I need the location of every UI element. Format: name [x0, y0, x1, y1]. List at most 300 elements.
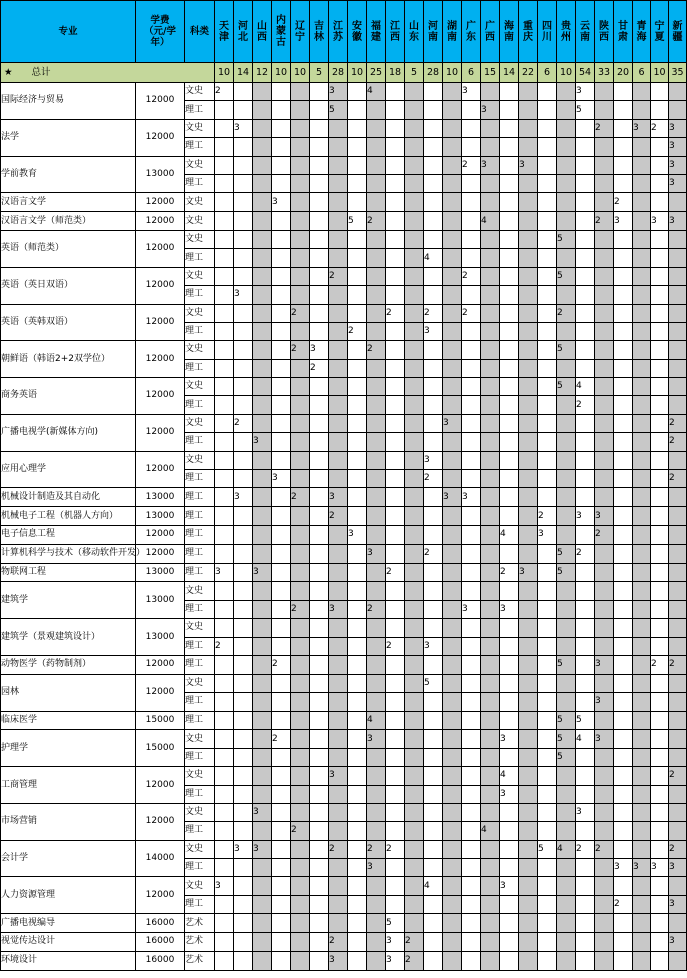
quota-cell [557, 83, 576, 101]
quota-cell [519, 914, 538, 933]
quota-cell [443, 174, 462, 192]
quota-cell [614, 840, 633, 858]
quota-cell [386, 433, 405, 451]
quota-cell [519, 877, 538, 895]
quota-cell [215, 655, 234, 674]
quota-cell [595, 193, 614, 212]
quota-cell [443, 582, 462, 600]
quota-cell [367, 359, 386, 377]
quota-cell [576, 212, 595, 231]
header-province: 广东 [462, 1, 481, 63]
quota-cell [272, 544, 291, 563]
quota-cell [595, 322, 614, 340]
header-province: 河北 [234, 1, 253, 63]
quota-cell [500, 119, 519, 137]
quota-cell [310, 674, 329, 692]
quota-cell [234, 304, 253, 322]
quota-cell [215, 378, 234, 396]
quota-cell [215, 286, 234, 304]
quota-cell [481, 451, 500, 469]
quota-cell [405, 822, 424, 840]
quota-cell [291, 526, 310, 545]
quota-cell [462, 803, 481, 821]
quota-cell [253, 230, 272, 248]
quota-cell [669, 378, 687, 396]
quota-cell [367, 451, 386, 469]
quota-cell [462, 414, 481, 432]
subject-category: 理工 [185, 526, 215, 545]
quota-cell [633, 951, 651, 970]
quota-cell: 3 [253, 840, 272, 858]
quota-cell [576, 341, 595, 359]
header-province: 山西 [253, 1, 272, 63]
quota-cell [500, 193, 519, 212]
quota-cell [234, 748, 253, 766]
quota-cell [215, 451, 234, 469]
quota-cell [405, 267, 424, 285]
quota-cell [234, 563, 253, 582]
quota-cell [310, 507, 329, 526]
quota-cell: 2 [576, 544, 595, 563]
quota-cell [234, 230, 253, 248]
quota-cell [538, 396, 557, 414]
quota-cell: 3 [481, 101, 500, 119]
quota-cell [291, 619, 310, 637]
quota-cell [519, 600, 538, 618]
quota-cell [500, 822, 519, 840]
quota-cell [253, 655, 272, 674]
subject-category: 文史 [185, 840, 215, 858]
header-province: 贵州 [557, 1, 576, 63]
quota-cell: 3 [329, 951, 348, 970]
quota-cell [405, 748, 424, 766]
quota-cell [633, 895, 651, 913]
quota-cell [595, 230, 614, 248]
quota-cell [481, 544, 500, 563]
quota-cell [651, 840, 669, 858]
quota-cell [576, 414, 595, 432]
table-row [1, 414, 687, 432]
quota-cell [291, 693, 310, 711]
quota-cell [557, 433, 576, 451]
quota-cell [329, 156, 348, 174]
quota-cell [538, 488, 557, 507]
quota-cell [519, 767, 538, 785]
quota-cell [405, 840, 424, 858]
quota-cell [481, 488, 500, 507]
quota-cell [405, 859, 424, 877]
quota-cell [651, 488, 669, 507]
quota-cell [310, 785, 329, 803]
quota-cell [291, 767, 310, 785]
quota-cell [329, 619, 348, 637]
quota-cell [291, 249, 310, 267]
quota-cell [669, 914, 687, 933]
subject-category: 文史 [185, 767, 215, 785]
quota-cell [424, 582, 443, 600]
quota-cell [614, 507, 633, 526]
total-cell: 6 [538, 63, 557, 83]
quota-cell [633, 637, 651, 655]
table-row [1, 914, 687, 933]
quota-cell: 2 [651, 655, 669, 674]
quota-cell [234, 267, 253, 285]
quota-cell [576, 895, 595, 913]
quota-cell [405, 507, 424, 526]
quota-cell [424, 859, 443, 877]
quota-cell [234, 933, 253, 952]
quota-cell [538, 693, 557, 711]
quota-cell [669, 396, 687, 414]
quota-cell [669, 563, 687, 582]
quota-cell [310, 859, 329, 877]
quota-cell [462, 933, 481, 952]
quota-cell [386, 101, 405, 119]
quota-cell [348, 507, 367, 526]
subject-category: 文史 [185, 230, 215, 248]
quota-cell [633, 378, 651, 396]
quota-cell [310, 212, 329, 231]
quota-cell [500, 433, 519, 451]
quota-cell [500, 341, 519, 359]
quota-cell: 3 [234, 840, 253, 858]
total-cell: 10 [348, 63, 367, 83]
quota-cell: 2 [367, 341, 386, 359]
quota-cell [633, 156, 651, 174]
quota-cell [576, 526, 595, 545]
quota-cell [386, 526, 405, 545]
quota-cell [234, 693, 253, 711]
quota-cell [633, 877, 651, 895]
quota-cell [595, 174, 614, 192]
subject-category: 理工 [185, 322, 215, 340]
quota-cell [538, 748, 557, 766]
tuition-fee: 12000 [136, 212, 185, 231]
quota-cell [386, 730, 405, 748]
quota-cell: 5 [557, 378, 576, 396]
quota-cell [291, 582, 310, 600]
quota-cell [215, 600, 234, 618]
quota-cell [348, 341, 367, 359]
major-name: 机械设计制造及其自动化 [1, 488, 136, 507]
quota-cell [310, 637, 329, 655]
quota-cell [595, 822, 614, 840]
quota-cell [669, 877, 687, 895]
quota-cell [310, 619, 329, 637]
quota-cell [367, 914, 386, 933]
quota-cell [348, 544, 367, 563]
quota-cell [348, 101, 367, 119]
quota-cell [272, 451, 291, 469]
quota-cell [519, 507, 538, 526]
quota-cell [481, 655, 500, 674]
quota-cell: 3 [462, 83, 481, 101]
quota-cell [633, 933, 651, 952]
quota-cell: 3 [481, 156, 500, 174]
quota-cell [576, 119, 595, 137]
quota-cell [253, 396, 272, 414]
quota-cell [310, 655, 329, 674]
quota-cell [481, 951, 500, 970]
quota-cell [291, 859, 310, 877]
quota-cell [576, 933, 595, 952]
quota-cell [234, 637, 253, 655]
quota-cell: 2 [291, 822, 310, 840]
quota-cell [215, 267, 234, 285]
quota-cell [538, 156, 557, 174]
major-name: 汉语言文学 [1, 193, 136, 212]
quota-cell: 2 [595, 212, 614, 231]
quota-cell [633, 101, 651, 119]
quota-cell [538, 378, 557, 396]
quota-cell [519, 619, 538, 637]
header-province: 陕西 [595, 1, 614, 63]
quota-cell: 3 [669, 859, 687, 877]
quota-cell [614, 637, 633, 655]
quota-cell [215, 322, 234, 340]
quota-cell [348, 637, 367, 655]
quota-cell [519, 101, 538, 119]
quota-cell [329, 748, 348, 766]
quota-cell [291, 674, 310, 692]
quota-cell [405, 304, 424, 322]
quota-cell: 3 [424, 322, 443, 340]
subject-category: 理工 [185, 693, 215, 711]
quota-cell [500, 83, 519, 101]
quota-cell [669, 304, 687, 322]
tuition-fee: 13000 [136, 488, 185, 507]
total-cell: 54 [576, 63, 595, 83]
major-name: 英语（英日双语） [1, 267, 136, 304]
quota-cell [405, 526, 424, 545]
quota-cell [614, 619, 633, 637]
quota-cell [462, 895, 481, 913]
quota-cell [215, 507, 234, 526]
quota-cell [424, 267, 443, 285]
quota-cell [367, 193, 386, 212]
quota-cell [348, 286, 367, 304]
quota-cell [481, 230, 500, 248]
major-name: 计算机科学与技术（移动软件开发） [1, 544, 136, 563]
quota-cell [500, 748, 519, 766]
quota-cell [386, 174, 405, 192]
quota-cell [576, 859, 595, 877]
subject-category: 理工 [185, 433, 215, 451]
quota-cell [329, 230, 348, 248]
quota-cell [500, 359, 519, 377]
subject-category: 文史 [185, 803, 215, 821]
quota-cell [424, 83, 443, 101]
quota-cell [424, 785, 443, 803]
quota-cell: 3 [500, 785, 519, 803]
quota-cell [253, 488, 272, 507]
quota-cell [367, 637, 386, 655]
quota-cell [633, 341, 651, 359]
major-name: 广播电视学(新媒体方向) [1, 414, 136, 451]
tuition-fee: 12000 [136, 803, 185, 840]
quota-cell [234, 822, 253, 840]
quota-cell [329, 859, 348, 877]
tuition-fee: 13000 [136, 582, 185, 619]
subject-category: 艺术 [185, 914, 215, 933]
quota-cell: 3 [253, 803, 272, 821]
quota-cell [481, 895, 500, 913]
quota-cell [651, 637, 669, 655]
quota-cell [424, 693, 443, 711]
quota-cell: 2 [291, 600, 310, 618]
quota-cell [367, 748, 386, 766]
quota-cell [424, 138, 443, 156]
header-province: 山东 [405, 1, 424, 63]
quota-cell: 2 [329, 933, 348, 952]
total-cell: 22 [519, 63, 538, 83]
quota-cell [481, 267, 500, 285]
quota-cell [481, 914, 500, 933]
quota-cell [253, 748, 272, 766]
quota-cell [595, 304, 614, 322]
quota-cell [633, 433, 651, 451]
quota-cell [500, 470, 519, 488]
table-row [1, 582, 687, 600]
major-name: 物联网工程 [1, 563, 136, 582]
quota-cell [557, 507, 576, 526]
quota-cell [633, 619, 651, 637]
quota-cell [424, 711, 443, 730]
quota-cell [329, 138, 348, 156]
quota-cell [443, 693, 462, 711]
quota-cell [481, 174, 500, 192]
quota-cell [443, 822, 462, 840]
quota-cell [669, 101, 687, 119]
quota-cell [310, 322, 329, 340]
quota-cell [443, 138, 462, 156]
quota-cell [500, 488, 519, 507]
quota-cell [519, 840, 538, 858]
quota-cell [538, 655, 557, 674]
quota-cell [291, 433, 310, 451]
quota-cell [633, 286, 651, 304]
quota-cell: 4 [481, 822, 500, 840]
quota-cell [405, 877, 424, 895]
quota-cell [481, 119, 500, 137]
quota-cell [462, 840, 481, 858]
quota-cell [651, 693, 669, 711]
quota-cell [443, 193, 462, 212]
quota-cell: 2 [291, 341, 310, 359]
quota-cell: 3 [669, 156, 687, 174]
total-cell: 35 [669, 63, 687, 83]
quota-cell [595, 895, 614, 913]
header-province: 吉林 [310, 1, 329, 63]
quota-cell [443, 840, 462, 858]
header-province: 青海 [633, 1, 651, 63]
quota-cell [538, 193, 557, 212]
quota-cell [614, 378, 633, 396]
quota-cell [557, 600, 576, 618]
quota-cell [272, 304, 291, 322]
quota-cell [215, 619, 234, 637]
quota-cell: 3 [253, 563, 272, 582]
quota-cell [500, 619, 519, 637]
quota-cell [405, 470, 424, 488]
total-cell: 5 [310, 63, 329, 83]
quota-cell: 2 [424, 544, 443, 563]
quota-cell: 3 [310, 341, 329, 359]
quota-cell [291, 267, 310, 285]
quota-cell [669, 822, 687, 840]
quota-cell [215, 193, 234, 212]
quota-cell: 5 [538, 840, 557, 858]
quota-cell [538, 249, 557, 267]
table-row [1, 767, 687, 785]
quota-cell [633, 396, 651, 414]
quota-cell [651, 451, 669, 469]
quota-cell [310, 711, 329, 730]
quota-cell: 4 [367, 83, 386, 101]
quota-cell: 5 [557, 563, 576, 582]
quota-cell [462, 359, 481, 377]
quota-cell [595, 951, 614, 970]
quota-cell [595, 859, 614, 877]
quota-cell [614, 488, 633, 507]
quota-cell [651, 174, 669, 192]
major-name: 商务英语 [1, 378, 136, 415]
total-cell: 10 [272, 63, 291, 83]
quota-cell [614, 433, 633, 451]
quota-cell [576, 619, 595, 637]
quota-cell [215, 785, 234, 803]
quota-cell: 2 [234, 414, 253, 432]
quota-cell [614, 877, 633, 895]
quota-cell [367, 526, 386, 545]
quota-cell: 5 [557, 655, 576, 674]
quota-cell [651, 822, 669, 840]
quota-cell [557, 322, 576, 340]
quota-cell: 3 [633, 119, 651, 137]
quota-cell [538, 730, 557, 748]
quota-cell [291, 637, 310, 655]
table-row [1, 267, 687, 285]
quota-cell [633, 711, 651, 730]
quota-cell [443, 637, 462, 655]
quota-cell [215, 711, 234, 730]
quota-cell [443, 433, 462, 451]
quota-cell [348, 451, 367, 469]
quota-cell [348, 83, 367, 101]
quota-cell [405, 693, 424, 711]
quota-cell [557, 451, 576, 469]
quota-cell [215, 526, 234, 545]
major-name: 动物医学（药物制剂） [1, 655, 136, 674]
quota-cell: 2 [651, 119, 669, 137]
quota-cell: 3 [576, 803, 595, 821]
quota-cell [443, 396, 462, 414]
table-row [1, 563, 687, 582]
quota-cell [651, 526, 669, 545]
quota-cell [291, 730, 310, 748]
quota-cell [481, 619, 500, 637]
quota-cell: 2 [367, 212, 386, 231]
quota-cell [519, 119, 538, 137]
quota-cell [633, 693, 651, 711]
quota-cell [595, 582, 614, 600]
quota-cell [519, 582, 538, 600]
table-row [1, 451, 687, 469]
quota-cell [329, 119, 348, 137]
quota-cell: 2 [291, 304, 310, 322]
quota-cell [386, 156, 405, 174]
quota-cell [291, 414, 310, 432]
